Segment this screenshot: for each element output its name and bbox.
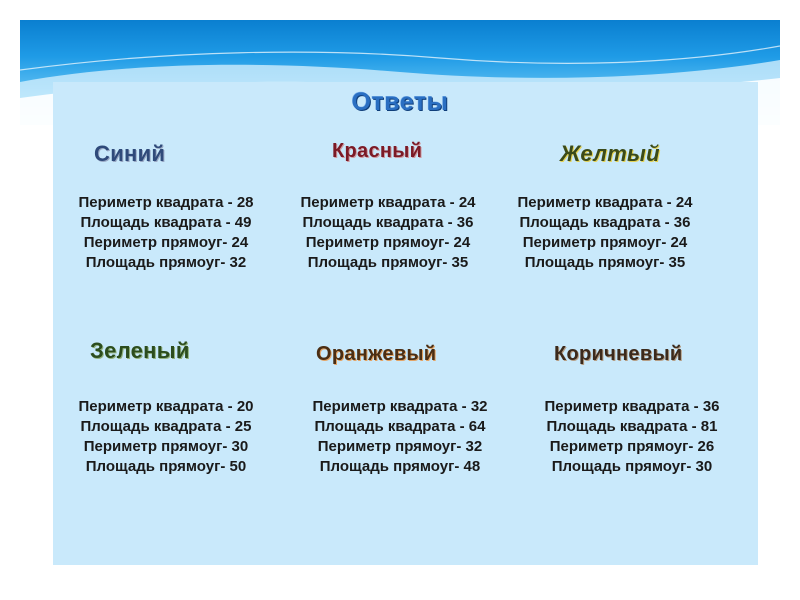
area-rect: Площадь прямоуг- 30 xyxy=(551,458,713,475)
answers-brown xyxy=(522,397,742,477)
perimeter-rect: Периметр прямоуг- 24 xyxy=(522,234,688,251)
perimeter-rect: Периметр прямоуг- 24 xyxy=(83,234,249,251)
perimeter-rect: Периметр прямоуг- 30 xyxy=(83,438,249,455)
area-rect: Площадь прямоуг- 32 xyxy=(85,254,247,271)
answers-green xyxy=(56,397,276,477)
answers-blue xyxy=(56,193,276,273)
perimeter-rect: Периметр прямоуг- 24 xyxy=(305,234,471,251)
area-square: Площадь квадрата - 81 xyxy=(546,418,718,435)
perimeter-rect: Периметр прямоуг- 32 xyxy=(317,438,483,455)
perimeter-rect: Периметр прямоуг- 26 xyxy=(549,438,715,455)
area-square: Площадь квадрата - 49 xyxy=(80,214,252,231)
perimeter-square: Периметр квадрата - 24 xyxy=(517,194,693,211)
heading-brown: Коричневый xyxy=(554,343,683,365)
perimeter-square: Периметр квадрата - 32 xyxy=(312,398,488,415)
heading-yellow: Желтый xyxy=(560,141,660,166)
perimeter-square: Периметр квадрата - 36 xyxy=(544,398,720,415)
perimeter-square: Периметр квадрата - 28 xyxy=(78,194,254,211)
area-rect: Площадь прямоуг- 35 xyxy=(524,254,686,271)
heading-blue: Синий xyxy=(94,141,166,166)
area-square: Площадь квадрата - 36 xyxy=(519,214,691,231)
heading-green: Зеленый xyxy=(90,338,190,363)
perimeter-square: Периметр квадрата - 20 xyxy=(78,398,254,415)
area-rect: Площадь прямоуг- 35 xyxy=(307,254,469,271)
area-square: Площадь квадрата - 64 xyxy=(314,418,486,435)
area-rect: Площадь прямоуг- 48 xyxy=(319,458,481,475)
perimeter-square: Периметр квадрата - 24 xyxy=(300,194,476,211)
answers-red xyxy=(278,193,498,273)
heading-orange: Оранжевый xyxy=(316,343,437,365)
heading-red: Красный xyxy=(332,140,423,162)
area-rect: Площадь прямоуг- 50 xyxy=(85,458,247,475)
answers-orange xyxy=(290,397,510,477)
area-square: Площадь квадрата - 36 xyxy=(302,214,474,231)
page-title: Ответы xyxy=(351,88,449,116)
answers-yellow xyxy=(495,193,715,273)
area-square: Площадь квадрата - 25 xyxy=(80,418,252,435)
